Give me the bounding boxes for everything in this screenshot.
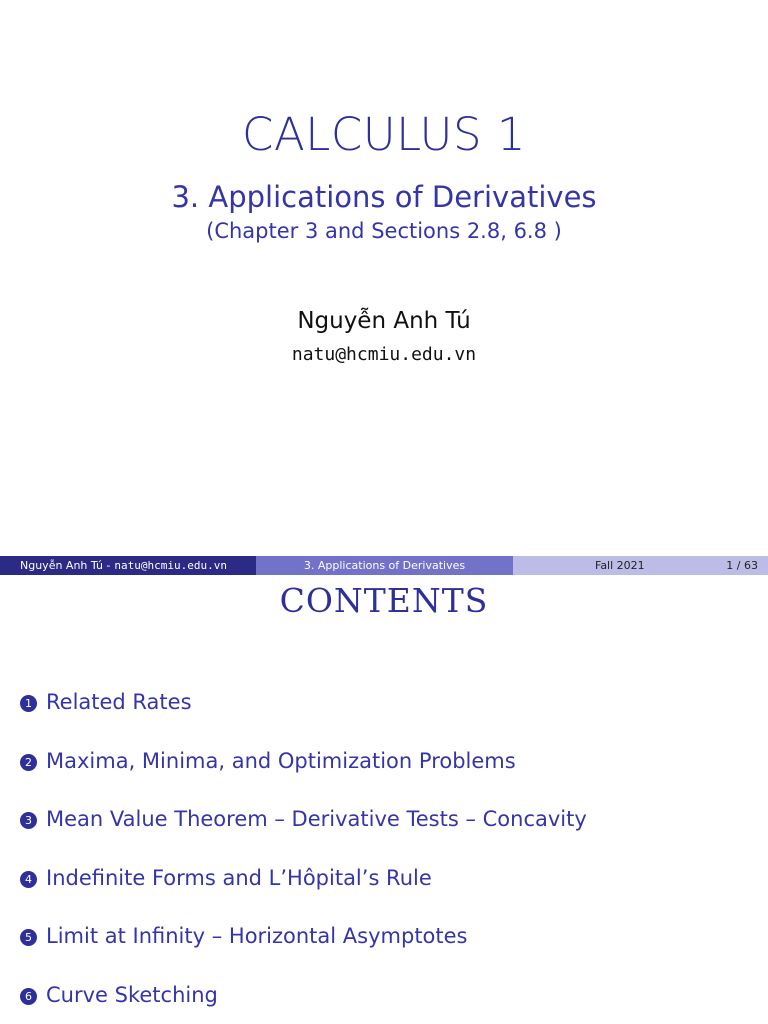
item-label: Mean Value Theorem – Derivative Tests – Concavity (46, 807, 587, 832)
item-number-badge: 3 (20, 812, 37, 829)
slide-subtitle: 3. Applications of Derivatives (171, 180, 597, 214)
slide-subtitle-note: (Chapter 3 and Sections 2.8, 6.8 ) (206, 219, 562, 243)
slide-title: CALCULUS 1 (242, 108, 526, 161)
author-email: natu@hcmiu.edu.vn (291, 344, 477, 365)
footer-author (0, 556, 256, 575)
list-item (20, 790, 587, 849)
list-item (20, 966, 587, 1024)
item-number-badge: 4 (20, 871, 37, 888)
footer-section: 3. Applications of Derivatives (256, 556, 513, 575)
item-label: Related Rates (46, 690, 192, 715)
list-item (20, 732, 587, 791)
footer-author-name: Nguyễn Anh Tú - (20, 559, 111, 572)
item-label: Maxima, Minima, and Optimization Problems (46, 748, 516, 773)
footer-author-email: natu@hcmiu.edu.vn (114, 559, 227, 572)
contents-slide (0, 575, 768, 1024)
footer-meta (513, 556, 768, 575)
item-label: Curve Sketching (46, 982, 218, 1007)
footer-term: Fall 2021 (595, 559, 645, 572)
slide-footer (0, 556, 768, 575)
footer-page-number: 1 / 63 (726, 559, 758, 572)
list-item (20, 849, 587, 908)
item-number-badge: 1 (20, 695, 37, 712)
item-label: Limit at Infinity – Horizontal Asymptotes (46, 924, 468, 949)
contents-title: CONTENTS (279, 581, 489, 620)
list-item (20, 907, 587, 966)
item-number-badge: 5 (20, 929, 37, 946)
list-item (20, 673, 587, 732)
item-number-badge: 2 (20, 754, 37, 771)
author-name: Nguyễn Anh Tú (297, 308, 471, 334)
item-number-badge: 6 (20, 988, 37, 1005)
contents-list (20, 673, 587, 1024)
item-label: Indefinite Forms and L’Hôpital’s Rule (46, 865, 432, 890)
